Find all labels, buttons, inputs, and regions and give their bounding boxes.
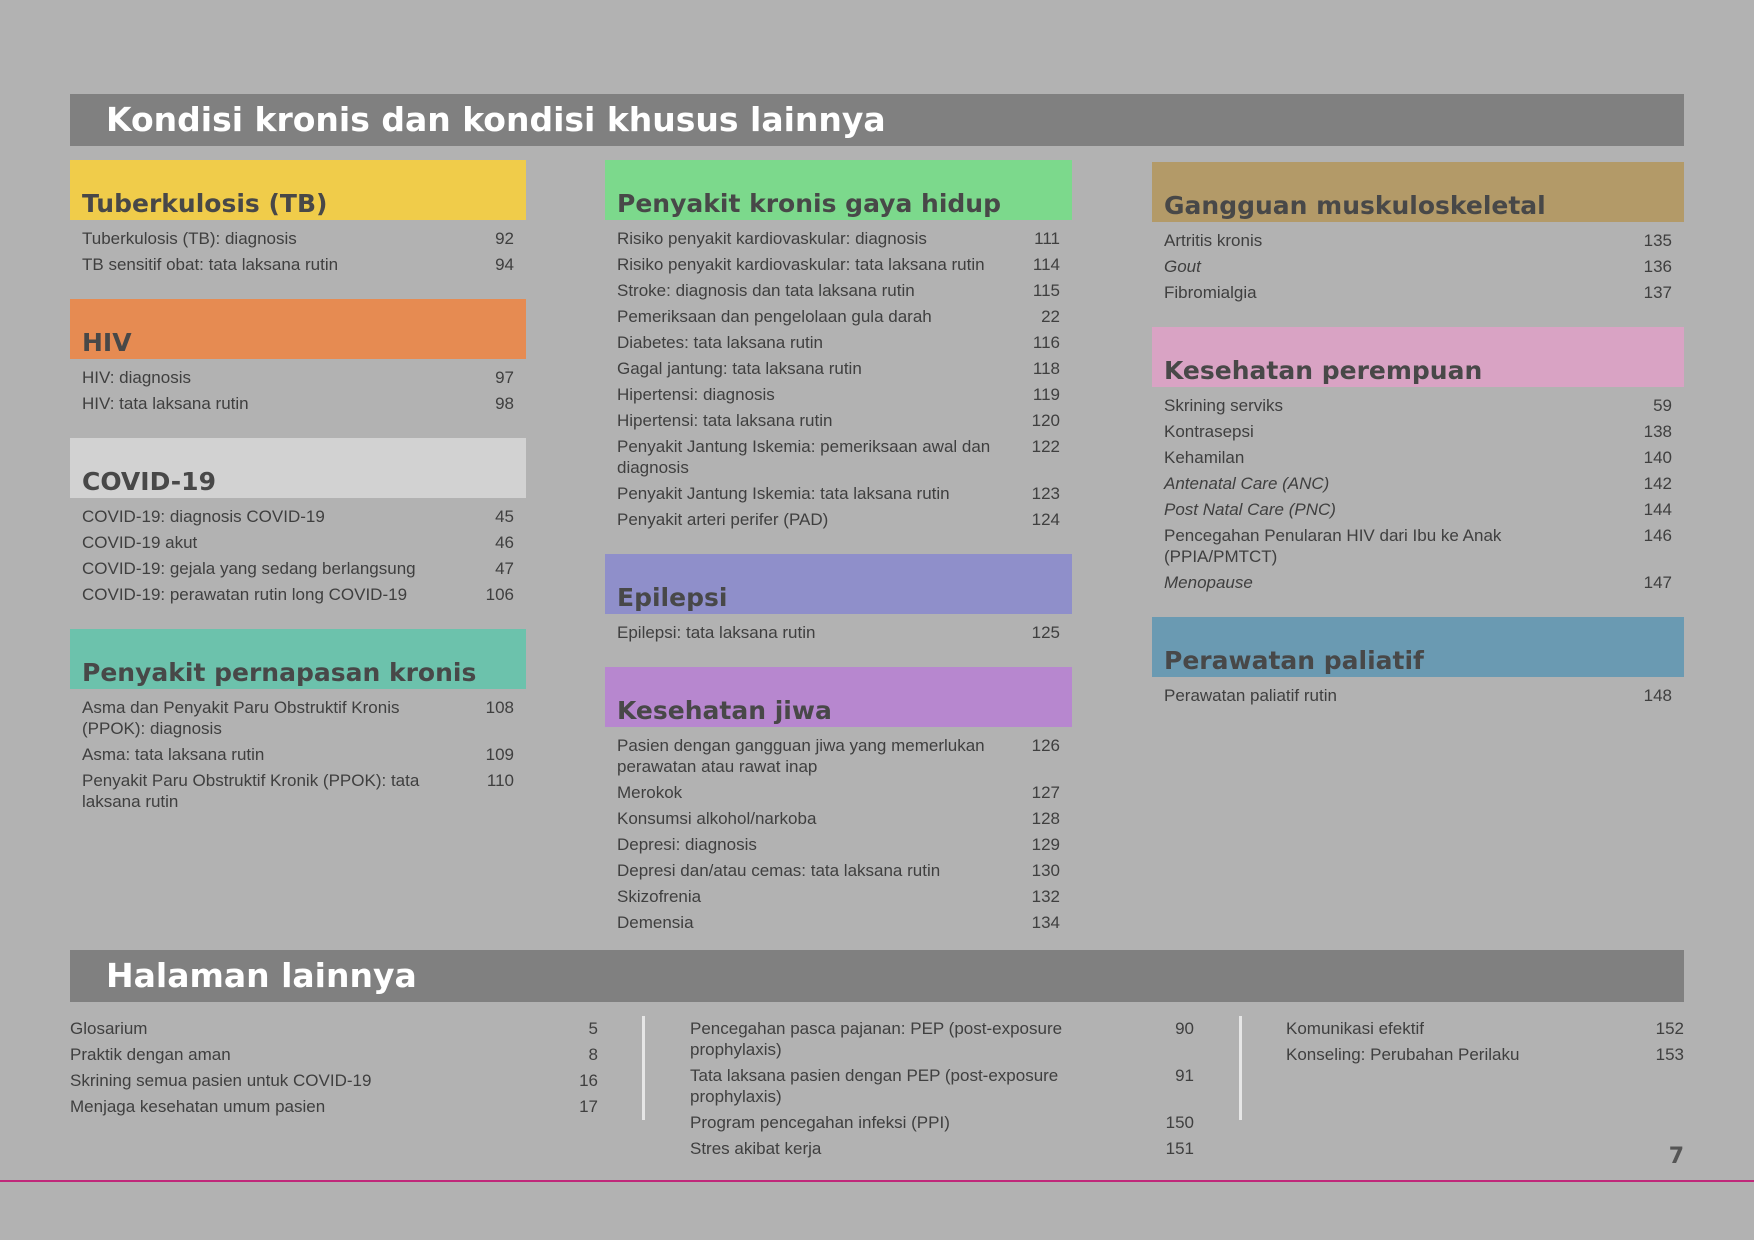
other-pages-title: Halaman lainnya xyxy=(70,950,1684,1002)
toc-entry[interactable] xyxy=(1152,473,1684,494)
toc-entry[interactable] xyxy=(70,228,526,249)
toc-entry-page-number: 129 xyxy=(1031,835,1060,854)
toc-section xyxy=(70,438,526,605)
toc-entry[interactable] xyxy=(1286,1044,1684,1065)
toc-entry-title: Merokok xyxy=(617,783,683,802)
toc-entry-title: Artritis kronis xyxy=(1164,231,1263,250)
toc-entry-title: Tata laksana pasien dengan PEP (post-exposure prophylaxis) xyxy=(690,1066,1059,1106)
toc-entry-title: Pencegahan Penularan HIV dari Ibu ke Anak (PPIA/PMTCT) xyxy=(1164,526,1502,566)
toc-entry-page-number: 17 xyxy=(579,1097,598,1116)
toc-entry[interactable] xyxy=(1152,499,1684,520)
toc-entry-title: Pemeriksaan dan pengelolaan gula darah xyxy=(617,307,932,326)
toc-entry-title: Skizofrenia xyxy=(617,887,702,906)
toc-entry[interactable] xyxy=(70,1044,598,1065)
toc-entry[interactable] xyxy=(690,1112,1194,1133)
toc-column-left xyxy=(70,160,526,836)
toc-entry-title: Kehamilan xyxy=(1164,448,1245,467)
toc-entry-page-number: 116 xyxy=(1032,333,1060,352)
toc-entry[interactable] xyxy=(605,410,1072,431)
toc-entry-page-number: 47 xyxy=(495,559,514,578)
toc-section xyxy=(70,629,526,812)
toc-entry-page-number: 137 xyxy=(1643,283,1672,302)
toc-entry[interactable] xyxy=(605,280,1072,301)
toc-entry-page-number: 124 xyxy=(1031,510,1060,529)
toc-entry[interactable] xyxy=(1152,421,1684,442)
toc-entry-page-number: 152 xyxy=(1655,1019,1684,1038)
other-pages-column-2 xyxy=(690,1018,1194,1164)
toc-section-heading[interactable]: Tuberkulosis (TB) xyxy=(70,160,526,220)
toc-entry-title: Penyakit Paru Obstruktif Kronik (PPOK): tata laksana rutin xyxy=(82,771,420,811)
toc-column-middle xyxy=(605,160,1072,957)
toc-column-right xyxy=(1152,162,1684,730)
toc-entry-list xyxy=(605,727,1072,933)
toc-entry-page-number: 16 xyxy=(579,1071,598,1090)
toc-section-heading[interactable]: Penyakit kronis gaya hidup xyxy=(605,160,1072,220)
toc-entry-title: Asma dan Penyakit Paru Obstruktif Kronis (PPOK): diagnosis xyxy=(82,698,400,738)
toc-entry[interactable] xyxy=(70,1018,598,1039)
toc-entry-title: TB sensitif obat: tata laksana rutin xyxy=(82,255,339,274)
toc-entry-title: Depresi: diagnosis xyxy=(617,835,757,854)
toc-entry-page-number: 97 xyxy=(495,368,514,387)
toc-entry[interactable] xyxy=(605,254,1072,275)
toc-entry-page-number: 125 xyxy=(1031,623,1060,642)
toc-entry-title: Konsumsi alkohol/narkoba xyxy=(617,809,817,828)
toc-entry[interactable] xyxy=(70,254,526,275)
toc-entry-page-number: 94 xyxy=(495,255,514,274)
toc-entry-title: Penyakit arteri perifer (PAD) xyxy=(617,510,829,529)
toc-entry[interactable] xyxy=(1152,447,1684,468)
toc-section xyxy=(605,667,1072,933)
toc-entry-page-number: 108 xyxy=(485,698,514,717)
toc-entry[interactable] xyxy=(1152,282,1684,303)
toc-entry-page-number: 148 xyxy=(1643,686,1672,705)
toc-entry-title: Tuberkulosis (TB): diagnosis xyxy=(82,229,297,248)
toc-entry[interactable] xyxy=(70,584,526,605)
toc-entry-list xyxy=(605,614,1072,643)
toc-section-heading[interactable]: Epilepsi xyxy=(605,554,1072,614)
toc-entry-title: Skrining semua pasien untuk COVID-19 xyxy=(70,1071,372,1090)
toc-entry-page-number: 146 xyxy=(1643,526,1672,545)
toc-entry-page-number: 150 xyxy=(1165,1113,1194,1132)
toc-entry[interactable] xyxy=(605,860,1072,881)
toc-entry-page-number: 132 xyxy=(1031,887,1060,906)
toc-entry-page-number: 127 xyxy=(1031,783,1060,802)
toc-entry-page-number: 130 xyxy=(1031,861,1060,880)
toc-entry-page-number: 151 xyxy=(1165,1139,1194,1158)
toc-entry-page-number: 114 xyxy=(1032,255,1060,274)
toc-entry[interactable] xyxy=(70,744,526,765)
toc-entry-page-number: 126 xyxy=(1031,736,1060,755)
column-divider xyxy=(642,1016,645,1120)
other-pages-column-1 xyxy=(70,1018,598,1122)
toc-entry-title: Kontrasepsi xyxy=(1164,422,1254,441)
toc-entry-page-number: 109 xyxy=(485,745,514,764)
toc-entry-list xyxy=(70,220,526,275)
toc-entry-list xyxy=(70,498,526,605)
toc-entry-page-number: 144 xyxy=(1643,500,1672,519)
toc-entry-page-number: 22 xyxy=(1041,307,1060,326)
toc-entry-title: COVID-19: gejala yang sedang berlangsung xyxy=(82,559,416,578)
toc-entry-title: Gagal jantung: tata laksana rutin xyxy=(617,359,862,378)
toc-entry-page-number: 123 xyxy=(1031,484,1060,503)
toc-entry[interactable] xyxy=(70,770,526,812)
toc-entry-title: Asma: tata laksana rutin xyxy=(82,745,265,764)
toc-entry[interactable] xyxy=(690,1138,1194,1159)
toc-entry-title: Pasien dengan gangguan jiwa yang memerlukan perawatan atau rawat inap xyxy=(617,736,985,776)
toc-section-heading[interactable]: COVID-19 xyxy=(70,438,526,498)
toc-entry-title: Menjaga kesehatan umum pasien xyxy=(70,1097,326,1116)
toc-entry-title: Risiko penyakit kardiovaskular: diagnosis xyxy=(617,229,927,248)
toc-entry-page-number: 110 xyxy=(486,771,514,790)
toc-entry-page-number: 134 xyxy=(1031,913,1060,932)
toc-entry-page-number: 119 xyxy=(1032,385,1060,404)
toc-entry-title: Komunikasi efektif xyxy=(1286,1019,1424,1038)
toc-entry-page-number: 8 xyxy=(588,1045,598,1064)
toc-entry-title: COVID-19: perawatan rutin long COVID-19 xyxy=(82,585,408,604)
toc-section-heading[interactable]: Gangguan muskuloskeletal xyxy=(1152,162,1684,222)
toc-entry-page-number: 46 xyxy=(495,533,514,552)
toc-entry[interactable] xyxy=(70,532,526,553)
toc-entry-title: Konseling: Perubahan Perilaku xyxy=(1286,1045,1520,1064)
footer-rule xyxy=(0,1180,1754,1182)
toc-entry-title: HIV: tata laksana rutin xyxy=(82,394,249,413)
toc-entry-title: COVID-19: diagnosis COVID-19 xyxy=(82,507,325,526)
toc-entry[interactable] xyxy=(605,228,1072,249)
toc-section-heading[interactable]: HIV xyxy=(70,299,526,359)
toc-entry-list xyxy=(1152,677,1684,706)
toc-entry-title: Stres akibat kerja xyxy=(690,1139,822,1158)
toc-entry[interactable] xyxy=(605,509,1072,530)
toc-section-heading[interactable]: Penyakit pernapasan kronis xyxy=(70,629,526,689)
toc-entry-list xyxy=(605,220,1072,530)
toc-entry-title: Hipertensi: diagnosis xyxy=(617,385,775,404)
toc-entry[interactable] xyxy=(605,306,1072,327)
toc-entry[interactable] xyxy=(605,622,1072,643)
toc-entry-list xyxy=(1152,387,1684,593)
toc-entry-page-number: 128 xyxy=(1031,809,1060,828)
toc-entry-page-number: 111 xyxy=(1034,229,1060,248)
toc-entry-page-number: 59 xyxy=(1653,396,1672,415)
toc-section xyxy=(70,160,526,275)
toc-entry[interactable] xyxy=(70,1096,598,1117)
toc-entry-title: Hipertensi: tata laksana rutin xyxy=(617,411,833,430)
toc-entry[interactable] xyxy=(605,782,1072,803)
toc-entry-page-number: 91 xyxy=(1175,1066,1194,1085)
toc-entry-title: Menopause xyxy=(1164,573,1253,592)
toc-section xyxy=(70,299,526,414)
toc-entry[interactable] xyxy=(605,808,1072,829)
toc-entry[interactable] xyxy=(1152,395,1684,416)
toc-entry[interactable] xyxy=(605,834,1072,855)
toc-entry-title: Penyakit Jantung Iskemia: pemeriksaan awal dan diagnosis xyxy=(617,437,991,477)
toc-entry[interactable] xyxy=(1152,256,1684,277)
toc-entry-list xyxy=(70,359,526,414)
toc-section-heading[interactable]: Kesehatan jiwa xyxy=(605,667,1072,727)
toc-section xyxy=(605,554,1072,643)
toc-entry-page-number: 92 xyxy=(495,229,514,248)
toc-entry[interactable] xyxy=(605,886,1072,907)
toc-entry[interactable] xyxy=(605,735,1072,777)
toc-entry[interactable] xyxy=(1286,1018,1684,1039)
toc-entry-page-number: 147 xyxy=(1643,573,1672,592)
toc-entry-title: Epilepsi: tata laksana rutin xyxy=(617,623,816,642)
toc-entry-page-number: 122 xyxy=(1031,437,1060,456)
toc-entry-page-number: 45 xyxy=(495,507,514,526)
toc-section xyxy=(1152,327,1684,593)
toc-entry[interactable] xyxy=(70,558,526,579)
toc-entry-title: Diabetes: tata laksana rutin xyxy=(617,333,824,352)
toc-entry-page-number: 120 xyxy=(1031,411,1060,430)
toc-entry-page-number: 106 xyxy=(485,585,514,604)
toc-entry-page-number: 118 xyxy=(1032,359,1060,378)
toc-entry-title: Risiko penyakit kardiovaskular: tata laksana rutin xyxy=(617,255,985,274)
toc-entry[interactable] xyxy=(1152,572,1684,593)
toc-entry[interactable] xyxy=(605,436,1072,478)
toc-entry-title: Skrining serviks xyxy=(1164,396,1284,415)
toc-entry[interactable] xyxy=(70,506,526,527)
toc-entry-list xyxy=(1152,222,1684,303)
toc-entry-title: Antenatal Care (ANC) xyxy=(1164,474,1330,493)
toc-section-heading[interactable]: Perawatan paliatif xyxy=(1152,617,1684,677)
toc-entry-title: Demensia xyxy=(617,913,694,932)
toc-entry-page-number: 140 xyxy=(1643,448,1672,467)
toc-entry[interactable] xyxy=(70,393,526,414)
toc-entry[interactable] xyxy=(1152,525,1684,567)
toc-entry-title: Gout xyxy=(1164,257,1201,276)
toc-entry-title: COVID-19 akut xyxy=(82,533,198,552)
toc-section-heading[interactable]: Kesehatan perempuan xyxy=(1152,327,1684,387)
toc-entry[interactable] xyxy=(605,332,1072,353)
toc-entry[interactable] xyxy=(70,697,526,739)
toc-entry-list xyxy=(70,689,526,812)
toc-entry-title: Fibromialgia xyxy=(1164,283,1257,302)
toc-entry[interactable] xyxy=(605,358,1072,379)
toc-entry-page-number: 153 xyxy=(1655,1045,1684,1064)
toc-section xyxy=(605,160,1072,530)
toc-entry[interactable] xyxy=(605,912,1072,933)
toc-entry-title: Glosarium xyxy=(70,1019,148,1038)
toc-entry-page-number: 135 xyxy=(1643,231,1672,250)
column-divider xyxy=(1239,1016,1242,1120)
toc-entry-page-number: 90 xyxy=(1175,1019,1194,1038)
toc-entry-page-number: 98 xyxy=(495,394,514,413)
toc-entry-page-number: 115 xyxy=(1032,281,1060,300)
toc-entry-page-number: 136 xyxy=(1643,257,1672,276)
toc-entry-title: Program pencegahan infeksi (PPI) xyxy=(690,1113,950,1132)
toc-entry[interactable] xyxy=(1152,230,1684,251)
toc-entry[interactable] xyxy=(690,1018,1194,1060)
toc-entry[interactable] xyxy=(70,1070,598,1091)
toc-entry[interactable] xyxy=(690,1065,1194,1107)
toc-entry-page-number: 142 xyxy=(1643,474,1672,493)
toc-entry-title: Post Natal Care (PNC) xyxy=(1164,500,1336,519)
toc-entry[interactable] xyxy=(70,367,526,388)
toc-entry[interactable] xyxy=(605,384,1072,405)
toc-entry[interactable] xyxy=(1152,685,1684,706)
toc-entry-page-number: 5 xyxy=(588,1019,598,1038)
toc-entry[interactable] xyxy=(605,483,1072,504)
toc-entry-page-number: 138 xyxy=(1643,422,1672,441)
toc-entry-title: Praktik dengan aman xyxy=(70,1045,231,1064)
toc-entry-title: Perawatan paliatif rutin xyxy=(1164,686,1337,705)
main-section-title: Kondisi kronis dan kondisi khusus lainnya xyxy=(70,94,1684,146)
other-pages-column-3 xyxy=(1286,1018,1684,1070)
toc-section xyxy=(1152,617,1684,706)
toc-entry-title: HIV: diagnosis xyxy=(82,368,191,387)
toc-entry-title: Depresi dan/atau cemas: tata laksana rutin xyxy=(617,861,941,880)
toc-entry-title: Stroke: diagnosis dan tata laksana rutin xyxy=(617,281,915,300)
toc-section xyxy=(1152,162,1684,303)
page-number: 7 xyxy=(1668,1144,1684,1169)
toc-entry-title: Pencegahan pasca pajanan: PEP (post-exposure prophylaxis) xyxy=(690,1019,1063,1059)
toc-entry-title: Penyakit Jantung Iskemia: tata laksana rutin xyxy=(617,484,950,503)
